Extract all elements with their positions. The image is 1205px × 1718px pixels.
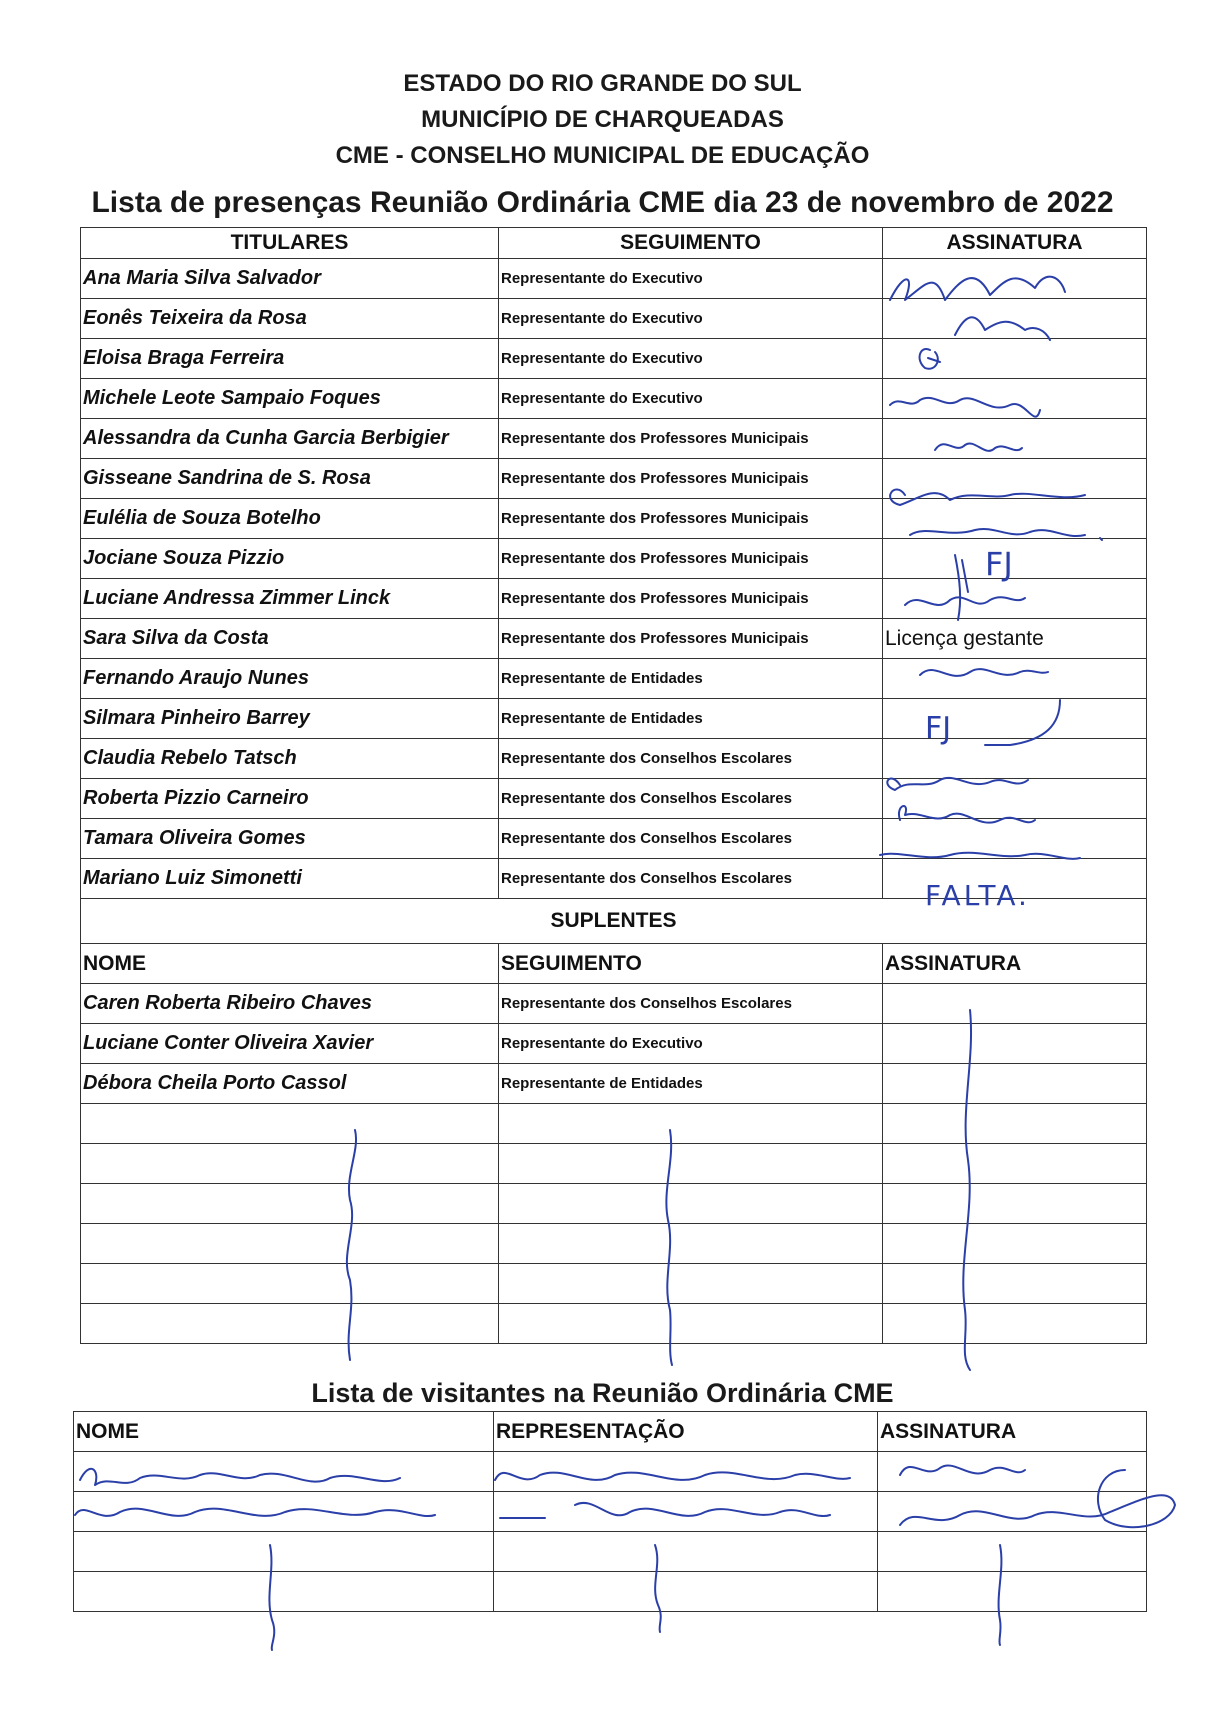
- member-name: Claudia Rebelo Tatsch: [81, 739, 499, 779]
- titulares-header-row: [81, 228, 1147, 259]
- leave-note: Licença gestante: [883, 619, 1147, 659]
- table-row: [81, 339, 1147, 379]
- table-row: [81, 699, 1147, 739]
- member-name: Michele Leote Sampaio Foques: [81, 379, 499, 419]
- col-assinatura: ASSINATURA: [883, 944, 1147, 984]
- member-segment: Representante dos Professores Municipais: [499, 539, 883, 579]
- table-row: [81, 819, 1147, 859]
- substitute-name: Caren Roberta Ribeiro Chaves: [81, 984, 499, 1024]
- signature-cell: [883, 659, 1147, 699]
- table-row: [81, 579, 1147, 619]
- member-segment: Representante dos Professores Municipais: [499, 499, 883, 539]
- member-segment: Representante dos Professores Municipais: [499, 419, 883, 459]
- member-segment: Representante dos Professores Municipais: [499, 579, 883, 619]
- table-row: [81, 1064, 1147, 1104]
- empty-row: [74, 1532, 1147, 1572]
- table-row: [81, 259, 1147, 299]
- signature-cell: [883, 459, 1147, 499]
- empty-row: [81, 1104, 1147, 1144]
- table-row: [81, 619, 1147, 659]
- substitute-name: Luciane Conter Oliveira Xavier: [81, 1024, 499, 1064]
- member-name: Mariano Luiz Simonetti: [81, 859, 499, 899]
- empty-row: [74, 1572, 1147, 1612]
- col-assinatura: ASSINATURA: [883, 228, 1147, 259]
- member-name: Gisseane Sandrina de S. Rosa: [81, 459, 499, 499]
- member-name: Luciane Andressa Zimmer Linck: [81, 579, 499, 619]
- handwritten-absent-note: FALTA.: [925, 879, 1030, 912]
- table-row: [81, 739, 1147, 779]
- member-segment: Representante do Executivo: [499, 339, 883, 379]
- visitors-header-row: [74, 1412, 1147, 1452]
- signature-cell: [883, 579, 1147, 619]
- empty-row: [81, 1144, 1147, 1184]
- signature-cell: [883, 819, 1147, 859]
- visitor-org-cell: [494, 1452, 878, 1492]
- document-header: [0, 66, 1205, 174]
- member-name: Roberta Pizzio Carneiro: [81, 779, 499, 819]
- signature-cell: [883, 379, 1147, 419]
- visitors-table: [73, 1411, 1147, 1612]
- signature-cell: [878, 1452, 1147, 1492]
- table-row: [81, 1024, 1147, 1064]
- member-segment: Representante de Entidades: [499, 659, 883, 699]
- signature-cell: [878, 1492, 1147, 1532]
- signature-cell: [883, 419, 1147, 459]
- table-row: [81, 779, 1147, 819]
- member-segment: Representante do Executivo: [499, 299, 883, 339]
- member-segment: Representante dos Conselhos Escolares: [499, 739, 883, 779]
- substitute-name: Débora Cheila Porto Cassol: [81, 1064, 499, 1104]
- member-name: Sara Silva da Costa: [81, 619, 499, 659]
- col-titulares: TITULARES: [81, 228, 499, 259]
- signature-cell: [883, 699, 1147, 739]
- member-segment: Representante do Executivo: [499, 259, 883, 299]
- table-row: [81, 299, 1147, 339]
- empty-row: [81, 1184, 1147, 1224]
- suplentes-title: SUPLENTES: [81, 899, 1147, 944]
- member-name: Tamara Oliveira Gomes: [81, 819, 499, 859]
- table-row: [81, 539, 1147, 579]
- empty-row: [81, 1304, 1147, 1344]
- signature-cell: [883, 779, 1147, 819]
- table-row: [74, 1492, 1147, 1532]
- member-name: Eulélia de Souza Botelho: [81, 499, 499, 539]
- signature-cell: [883, 339, 1147, 379]
- member-segment: Representante dos Professores Municipais: [499, 619, 883, 659]
- member-name: Silmara Pinheiro Barrey: [81, 699, 499, 739]
- visitor-name-cell: [74, 1452, 494, 1492]
- visitors-title: Lista de visitantes na Reunião Ordinária CME: [311, 1378, 894, 1408]
- substitute-segment: Representante dos Conselhos Escolares: [499, 984, 883, 1024]
- col-seguimento: SEGUIMENTO: [499, 944, 883, 984]
- col-representacao: REPRESENTAÇÃO: [494, 1412, 878, 1452]
- empty-row: [81, 1224, 1147, 1264]
- member-name: Ana Maria Silva Salvador: [81, 259, 499, 299]
- header-municipality: MUNICÍPIO DE CHARQUEADAS: [421, 106, 784, 133]
- col-nome: NOME: [81, 944, 499, 984]
- member-segment: Representante do Executivo: [499, 379, 883, 419]
- member-segment: Representante dos Conselhos Escolares: [499, 779, 883, 819]
- signature-cell: [883, 739, 1147, 779]
- handwritten-initials: FJ: [925, 711, 952, 746]
- substitute-segment: Representante do Executivo: [499, 1024, 883, 1064]
- member-segment: Representante dos Professores Municipais: [499, 459, 883, 499]
- member-name: Eloisa Braga Ferreira: [81, 339, 499, 379]
- member-name: Fernando Araujo Nunes: [81, 659, 499, 699]
- table-row: [81, 859, 1147, 899]
- table-row: [81, 499, 1147, 539]
- col-assinatura: ASSINATURA: [878, 1412, 1147, 1452]
- suplentes-header-row: [81, 944, 1147, 984]
- member-segment: Representante dos Conselhos Escolares: [499, 819, 883, 859]
- table-row: [81, 659, 1147, 699]
- signature-cell: [883, 1024, 1147, 1064]
- signature-cell: [883, 984, 1147, 1024]
- member-name: Eonês Teixeira da Rosa: [81, 299, 499, 339]
- signature-cell: [883, 859, 1147, 899]
- suplentes-title-row: [81, 899, 1147, 944]
- member-name: Alessandra da Cunha Garcia Berbigier: [81, 419, 499, 459]
- signature-cell: [883, 499, 1147, 539]
- table-row: [74, 1452, 1147, 1492]
- handwritten-initials: FJ: [985, 545, 1013, 583]
- table-row: [81, 984, 1147, 1024]
- signature-cell: [883, 539, 1147, 579]
- attendance-title: Lista de presenças Reunião Ordinária CME dia 23 de novembro de 2022: [91, 186, 1114, 219]
- table-row: [81, 419, 1147, 459]
- member-segment: Representante dos Conselhos Escolares: [499, 859, 883, 899]
- header-council: CME - CONSELHO MUNICIPAL DE EDUCAÇÃO: [335, 142, 870, 169]
- member-segment: Representante de Entidades: [499, 699, 883, 739]
- empty-row: [81, 1264, 1147, 1304]
- signature-cell: [883, 299, 1147, 339]
- attendance-table: [80, 227, 1147, 1344]
- visitor-name-cell: [74, 1492, 494, 1532]
- col-nome: NOME: [74, 1412, 494, 1452]
- signature-cell: [883, 1064, 1147, 1104]
- visitor-org-cell: [494, 1492, 878, 1532]
- table-row: [81, 379, 1147, 419]
- table-row: [81, 459, 1147, 499]
- member-name: Jociane Souza Pizzio: [81, 539, 499, 579]
- substitute-segment: Representante de Entidades: [499, 1064, 883, 1104]
- signature-cell: [883, 259, 1147, 299]
- col-seguimento: SEGUIMENTO: [499, 228, 883, 259]
- header-state: ESTADO DO RIO GRANDE DO SUL: [403, 70, 802, 97]
